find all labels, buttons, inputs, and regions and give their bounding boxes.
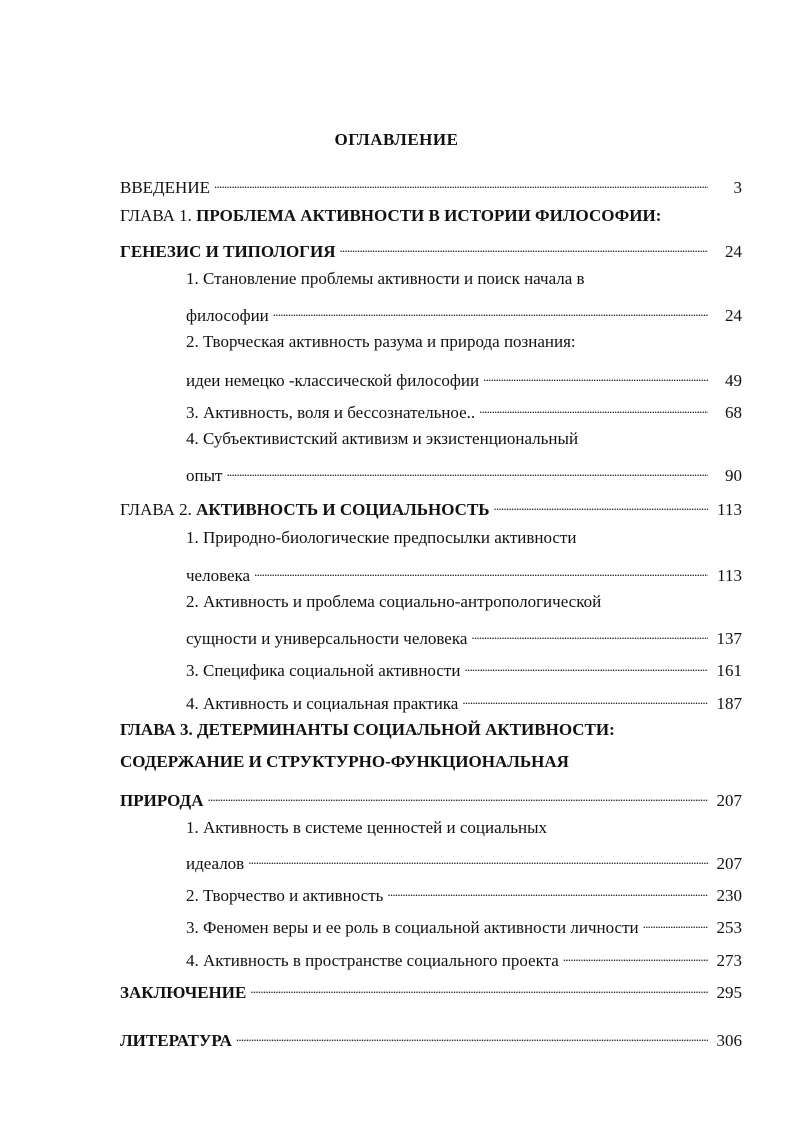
- leader-dots: [207, 784, 708, 806]
- toc-entry-ch1-section2: [186, 364, 742, 392]
- toc-label: человека: [186, 566, 251, 585]
- toc-label: 3. Специфика социальной активности: [186, 661, 461, 680]
- leader-dots: [250, 976, 708, 998]
- toc-page-number: 49: [725, 371, 742, 390]
- toc-label: 4. Активность в пространстве социального проекта: [186, 951, 559, 970]
- toc-label: ГЕНЕЗИС И ТИПОЛОГИЯ: [120, 242, 336, 261]
- toc-entry-chapter3: [120, 784, 742, 812]
- leader-dots: [494, 493, 708, 515]
- toc-page-number: 273: [716, 951, 742, 970]
- toc-page-number: 207: [716, 854, 742, 873]
- toc-entry-chapter2: [120, 493, 742, 521]
- chapter2-prefix: ГЛАВА 2.: [120, 500, 197, 519]
- leader-dots: [340, 235, 709, 257]
- toc-entry-ch1-section3: [186, 396, 742, 424]
- toc-entry-ch3-section4: [186, 944, 742, 972]
- toc-entry-ch1-section1: [186, 299, 742, 327]
- toc-page-number: 253: [716, 918, 742, 937]
- toc-label: 3. Активность, воля и бессознательное..: [186, 403, 476, 422]
- toc-label: идеалов: [186, 854, 245, 873]
- toc-page-number: 137: [716, 629, 742, 648]
- leader-dots: [214, 171, 708, 193]
- leader-dots: [483, 364, 708, 386]
- ch1-section1-line1: 1. Становление проблемы активности и поиск начала в: [186, 269, 585, 288]
- toc-page-number: 187: [716, 694, 742, 713]
- toc-label: ВВЕДЕНИЕ: [120, 178, 210, 197]
- toc-page-number: 113: [717, 566, 742, 585]
- toc-entry-intro: [120, 171, 742, 199]
- toc-label: [120, 499, 490, 521]
- chapter1-title: ПРОБЛЕМА АКТИВНОСТИ В ИСТОРИИ ФИЛОСОФИИ:: [196, 206, 662, 225]
- toc-page-number: 90: [725, 466, 742, 485]
- chapter3-title-line2: СОДЕРЖАНИЕ И СТРУКТУРНО-ФУНКЦИОНАЛЬНАЯ: [120, 752, 569, 771]
- leader-dots: [248, 847, 708, 869]
- page-title: ОГЛАВЛЕНИЕ: [334, 130, 459, 149]
- toc-page-number: 161: [716, 661, 742, 680]
- toc-label: философии: [186, 306, 269, 325]
- toc-page-number: 3: [733, 178, 742, 197]
- ch1-section4-line1: 4. Субъективистский активизм и экзистенциональный: [186, 429, 579, 448]
- chapter2-title: АКТИВНОСТЬ И СОЦИАЛЬНОСТЬ: [196, 500, 490, 519]
- leader-dots: [563, 944, 708, 966]
- toc-page-number: 295: [716, 983, 742, 1002]
- ch2-section2-line1: 2. Активность и проблема социально-антропологической: [186, 592, 602, 611]
- chapter1-prefix: ГЛАВА 1.: [120, 206, 197, 225]
- leader-dots: [462, 687, 708, 709]
- toc-entry-literature: [120, 1024, 742, 1052]
- leader-dots: [479, 396, 708, 418]
- leader-dots: [643, 911, 708, 933]
- toc-page-number: 24: [725, 306, 742, 325]
- toc-page-number: 230: [716, 886, 742, 905]
- leader-dots: [464, 654, 708, 676]
- toc-entry-ch3-section3: [186, 911, 742, 939]
- chapter1-title-line1: [120, 205, 661, 227]
- chapter3-title-line1: ГЛАВА 3. ДЕТЕРМИНАНТЫ СОЦИАЛЬНОЙ АКТИВНОСТИ:: [120, 720, 615, 739]
- leader-dots: [273, 299, 708, 321]
- toc-page-number: 306: [716, 1031, 742, 1050]
- toc-label: 2. Творчество и активность: [186, 886, 384, 905]
- leader-dots: [387, 879, 708, 901]
- toc-label: ПРИРОДА: [120, 791, 204, 810]
- ch2-section1-line1: 1. Природно-биологические предпосылки активности: [186, 528, 577, 547]
- toc-entry-ch2-section2: [186, 622, 742, 650]
- leader-dots: [471, 622, 708, 644]
- toc-page-number: 24: [725, 242, 742, 261]
- toc-entry-ch3-section2: [186, 879, 742, 907]
- toc-entry-ch2-section1: [186, 559, 742, 587]
- toc-page-number: 113: [717, 500, 742, 519]
- toc-entry-ch3-section1: [186, 847, 742, 875]
- leader-dots: [236, 1024, 708, 1046]
- toc-entry-ch2-section4: [186, 687, 742, 715]
- leader-dots: [254, 559, 708, 581]
- toc-label: опыт: [186, 466, 223, 485]
- toc-entry-ch2-section3: [186, 654, 742, 682]
- toc-label: идеи немецко -классической философии: [186, 371, 480, 390]
- ch1-section2-line1: 2. Творческая активность разума и природа познания:: [186, 332, 576, 351]
- toc-label: ЗАКЛЮЧЕНИЕ: [120, 983, 247, 1002]
- toc-entry-conclusion: [120, 976, 742, 1004]
- toc-entry-ch1-section4: [186, 459, 742, 487]
- toc-entry-chapter1: [120, 235, 742, 263]
- toc-label: 3. Феномен веры и ее роль в социальной активности личности: [186, 918, 639, 937]
- toc-label: сущности и универсальности человека: [186, 629, 468, 648]
- toc-label: ЛИТЕРАТУРА: [120, 1031, 232, 1050]
- toc-page-number: 68: [725, 403, 742, 422]
- leader-dots: [226, 459, 708, 481]
- toc-label: 4. Активность и социальная практика: [186, 694, 459, 713]
- ch3-section1-line1: 1. Активность в системе ценностей и социальных: [186, 818, 548, 837]
- toc-page-number: 207: [716, 791, 742, 810]
